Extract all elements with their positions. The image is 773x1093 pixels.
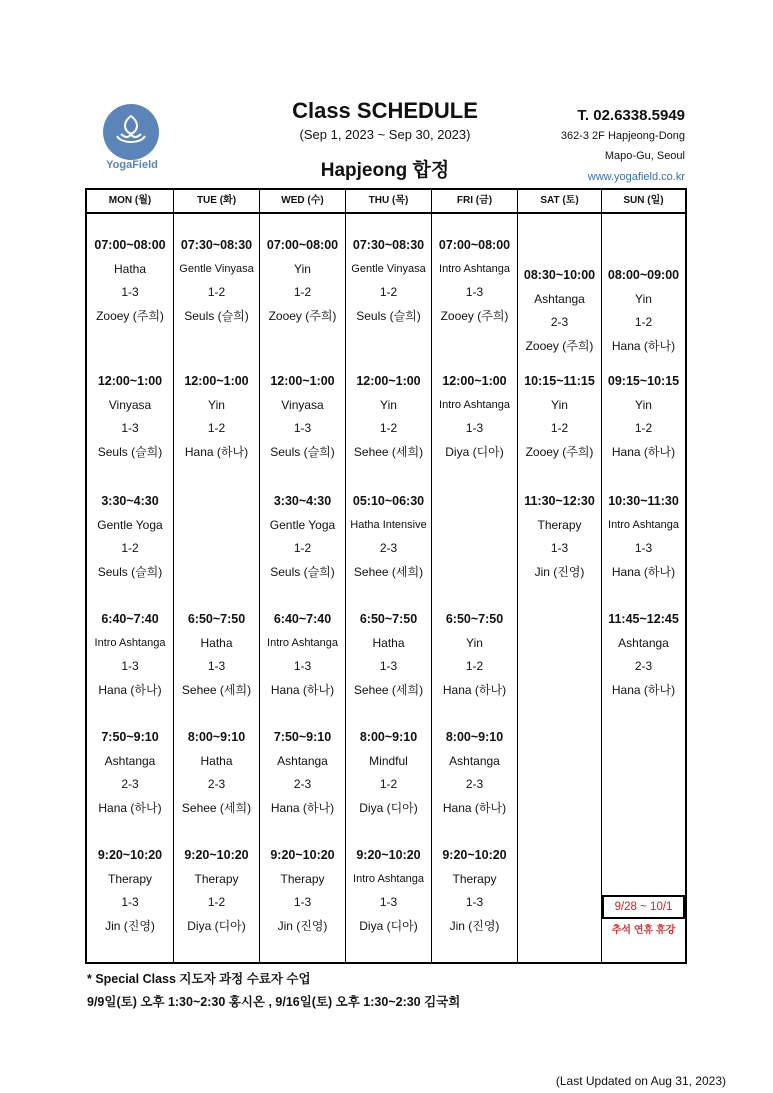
class-time: 6:40~7:40 bbox=[101, 612, 159, 626]
class-time: 08:30~10:00 bbox=[523, 268, 596, 282]
class-teacher: Sehee (세희) bbox=[353, 564, 424, 579]
class-teacher: Hana (하나) bbox=[98, 682, 162, 697]
class-teacher: Diya (디아) bbox=[359, 800, 418, 815]
class-teacher: Jin (진영) bbox=[449, 918, 500, 933]
class-time: 8:00~9:10 bbox=[187, 730, 246, 744]
class-teacher: Seuls (슬희) bbox=[270, 444, 335, 459]
class-class: Therapy bbox=[107, 871, 153, 886]
class-time: 6:50~7:50 bbox=[187, 612, 246, 626]
class-time: 07:30~08:30 bbox=[352, 238, 425, 252]
class-level: 1-3 bbox=[293, 421, 312, 435]
class-time: 10:30~11:30 bbox=[608, 494, 679, 508]
class-slot bbox=[174, 844, 259, 938]
class-level: 1-3 bbox=[465, 285, 484, 299]
class-class: Therapy bbox=[452, 871, 497, 886]
class-time: 9:20~10:20 bbox=[356, 848, 421, 862]
class-slot bbox=[260, 370, 345, 464]
class-slot bbox=[87, 844, 173, 938]
day-column bbox=[87, 190, 173, 962]
address-line-2: Mapo-Gu, Seoul bbox=[604, 150, 685, 162]
class-time: 8:00~9:10 bbox=[445, 730, 504, 744]
class-slot bbox=[87, 608, 173, 702]
class-class: Yin bbox=[551, 397, 568, 412]
class-slot bbox=[346, 490, 431, 584]
class-slot bbox=[602, 490, 685, 584]
special-class-dates: 9/9일(토) 오후 1:30~2:30 홍시온 , 9/16일(토) 오후 1:30~2:30 김국희 bbox=[87, 995, 461, 1009]
class-level: 1-3 bbox=[379, 895, 398, 909]
yogafield-logo bbox=[103, 104, 159, 160]
schedule-dates: (Sep 1, 2023 ~ Sep 30, 2023) bbox=[299, 127, 471, 142]
class-time: 9:20~10:20 bbox=[184, 848, 249, 862]
class-slot bbox=[346, 234, 431, 328]
class-slot bbox=[346, 608, 431, 702]
class-level: 1-3 bbox=[207, 659, 226, 673]
class-class: Therapy bbox=[537, 517, 582, 532]
class-level: 1-3 bbox=[550, 541, 569, 555]
day-column bbox=[431, 190, 517, 962]
class-time: 12:00~1:00 bbox=[97, 374, 163, 388]
class-class: Ashtanga bbox=[534, 291, 585, 306]
class-level: 1-2 bbox=[634, 421, 653, 435]
website-link[interactable]: www.yogafield.co.kr bbox=[587, 171, 685, 183]
class-class: Gentle Vinyasa bbox=[179, 262, 254, 275]
day-header: FRI (금) bbox=[432, 190, 517, 214]
class-level: 1-3 bbox=[121, 421, 139, 435]
class-level: 1-2 bbox=[207, 895, 226, 909]
class-level: 1-2 bbox=[379, 421, 398, 435]
class-slot bbox=[174, 234, 259, 328]
class-slot bbox=[518, 490, 601, 584]
class-level: 1-2 bbox=[293, 285, 312, 299]
class-level: 2-3 bbox=[293, 777, 312, 791]
class-time: 3:30~4:30 bbox=[273, 494, 332, 508]
class-time: 12:00~1:00 bbox=[270, 374, 335, 388]
class-time: 6:50~7:50 bbox=[359, 612, 418, 626]
class-class: Hatha bbox=[113, 261, 147, 276]
class-class: Mindful bbox=[369, 753, 408, 768]
class-class: Therapy bbox=[194, 871, 239, 886]
class-slot bbox=[518, 264, 601, 358]
last-updated: (Last Updated on Aug 31, 2023) bbox=[555, 1074, 726, 1088]
class-level: 1-3 bbox=[293, 659, 312, 673]
class-teacher: Hana (하나) bbox=[611, 338, 676, 353]
class-teacher: Diya (디아) bbox=[359, 918, 418, 933]
class-time: 11:30~12:30 bbox=[524, 494, 595, 508]
class-level: 1-3 bbox=[465, 895, 484, 909]
class-teacher: Sehee (세희) bbox=[353, 444, 424, 459]
class-class: Hatha bbox=[372, 635, 405, 650]
class-slot bbox=[346, 844, 431, 938]
class-teacher: Hana (하나) bbox=[270, 800, 335, 815]
class-class: Ashtanga bbox=[104, 753, 156, 768]
class-time: 07:00~08:00 bbox=[266, 238, 339, 252]
class-class: Gentle Yoga bbox=[269, 517, 336, 532]
day-header: TUE (화) bbox=[174, 190, 259, 214]
class-class: Intro Ashtanga bbox=[439, 262, 510, 275]
day-header: WED (수) bbox=[260, 190, 345, 214]
class-class: Yin bbox=[635, 291, 652, 306]
class-slot bbox=[432, 608, 517, 702]
class-time: 05:10~06:30 bbox=[352, 494, 425, 508]
class-class: Yin bbox=[208, 397, 225, 412]
class-level: 1-3 bbox=[634, 541, 653, 555]
class-level: 2-3 bbox=[465, 777, 484, 791]
day-column bbox=[259, 190, 345, 962]
class-class: Hatha bbox=[200, 753, 233, 768]
class-teacher: Zooey (주희) bbox=[525, 444, 594, 459]
class-level: 2-3 bbox=[379, 541, 398, 555]
day-header: SUN (일) bbox=[602, 190, 685, 214]
class-teacher: Hana (하나) bbox=[611, 444, 676, 459]
class-slot bbox=[260, 608, 345, 702]
class-teacher: Jin (진영) bbox=[277, 918, 328, 933]
class-teacher: Zooey (주희) bbox=[268, 308, 337, 323]
class-class: Vinyasa bbox=[108, 397, 152, 412]
class-time: 9:20~10:20 bbox=[442, 848, 507, 862]
class-slot bbox=[87, 490, 173, 584]
day-column bbox=[601, 190, 685, 962]
class-teacher: Sehee (세희) bbox=[353, 682, 424, 697]
class-level: 1-3 bbox=[121, 285, 139, 299]
class-teacher: Seuls (슬희) bbox=[184, 308, 249, 323]
class-level: 1-2 bbox=[207, 421, 226, 435]
day-column bbox=[173, 190, 259, 962]
class-teacher: Hana (하나) bbox=[98, 800, 162, 815]
class-teacher: Jin (진영) bbox=[534, 564, 585, 579]
branch-name: Hapjeong 합정 bbox=[320, 160, 450, 181]
class-slot bbox=[602, 608, 685, 702]
class-level: 1-3 bbox=[379, 659, 398, 673]
class-slot bbox=[602, 264, 685, 358]
class-time: 6:40~7:40 bbox=[273, 612, 332, 626]
class-teacher: Diya (디아) bbox=[445, 444, 504, 459]
class-slot bbox=[87, 726, 173, 820]
class-level: 1-3 bbox=[121, 659, 139, 673]
class-slot bbox=[432, 370, 517, 464]
class-slot bbox=[432, 726, 517, 820]
class-teacher: Jin (진영) bbox=[105, 918, 155, 933]
class-level: 2-3 bbox=[550, 315, 569, 329]
class-teacher: Hana (하나) bbox=[270, 682, 335, 697]
class-class: Intro Ashtanga bbox=[267, 636, 338, 649]
class-level: 1-3 bbox=[465, 421, 484, 435]
class-slot bbox=[174, 370, 259, 464]
class-level: 2-3 bbox=[121, 777, 139, 791]
class-teacher: Sehee (세희) bbox=[181, 800, 252, 815]
day-column bbox=[345, 190, 431, 962]
class-time: 9:20~10:20 bbox=[270, 848, 335, 862]
class-level: 1-2 bbox=[634, 315, 653, 329]
class-class: Yin bbox=[466, 635, 483, 650]
class-class: Gentle Vinyasa bbox=[351, 262, 426, 275]
day-header: THU (목) bbox=[346, 190, 431, 214]
class-class: Intro Ashtanga bbox=[94, 636, 166, 649]
class-class: Intro Ashtanga bbox=[353, 872, 424, 885]
address-line-1: 362-3 2F Hapjeong-Dong bbox=[560, 130, 685, 142]
class-time: 9:20~10:20 bbox=[97, 848, 163, 862]
class-level: 2-3 bbox=[207, 777, 226, 791]
class-time: 11:45~12:45 bbox=[608, 612, 679, 626]
class-teacher: Seuls (슬희) bbox=[97, 444, 163, 459]
class-time: 12:00~1:00 bbox=[356, 374, 421, 388]
class-teacher: Seuls (슬희) bbox=[97, 564, 163, 579]
class-class: Yin bbox=[294, 261, 311, 276]
class-time: 07:00~08:00 bbox=[438, 238, 511, 252]
class-level: 1-3 bbox=[121, 895, 139, 909]
class-time: 8:00~9:10 bbox=[359, 730, 418, 744]
page-title: Class SCHEDULE bbox=[292, 98, 478, 123]
class-level: 1-2 bbox=[207, 285, 226, 299]
class-slot bbox=[260, 234, 345, 328]
class-slot bbox=[432, 234, 517, 328]
special-class-title: * Special Class 지도자 과정 수료자 수업 bbox=[87, 972, 311, 986]
class-time: 12:00~1:00 bbox=[442, 374, 507, 388]
schedule-table bbox=[85, 188, 687, 964]
class-teacher: Zooey (주희) bbox=[96, 308, 164, 323]
class-slot bbox=[174, 726, 259, 820]
lotus-icon bbox=[103, 104, 159, 160]
class-slot bbox=[260, 726, 345, 820]
class-teacher: Zooey (주희) bbox=[525, 338, 594, 353]
class-slot bbox=[518, 370, 601, 464]
class-teacher: Sehee (세희) bbox=[181, 682, 252, 697]
class-teacher: Zooey (주희) bbox=[440, 308, 509, 323]
class-class: Ashtanga bbox=[277, 753, 328, 768]
holiday-note: 추석 연휴 휴강 bbox=[611, 925, 676, 936]
class-level: 1-2 bbox=[293, 541, 312, 555]
class-time: 12:00~1:00 bbox=[184, 374, 249, 388]
class-teacher: Hana (하나) bbox=[184, 444, 249, 459]
class-class: Therapy bbox=[280, 871, 325, 886]
class-class: Vinyasa bbox=[281, 397, 324, 412]
class-time: 07:00~08:00 bbox=[94, 238, 166, 252]
class-level: 1-2 bbox=[550, 421, 569, 435]
class-teacher: Hana (하나) bbox=[611, 564, 676, 579]
day-header: MON (월) bbox=[87, 190, 173, 214]
class-time: 10:15~11:15 bbox=[524, 374, 595, 388]
class-level: 2-3 bbox=[634, 659, 653, 673]
logo-text: YogaField bbox=[106, 159, 158, 171]
class-slot bbox=[260, 844, 345, 938]
class-teacher: Hana (하나) bbox=[442, 682, 507, 697]
class-level: 1-3 bbox=[293, 895, 312, 909]
class-level: 1-2 bbox=[379, 777, 398, 791]
class-time: 08:00~09:00 bbox=[607, 268, 680, 282]
class-class: Gentle Yoga bbox=[97, 517, 163, 532]
class-class: Intro Ashtanga bbox=[608, 518, 679, 531]
class-class: Yin bbox=[380, 397, 397, 412]
class-time: 3:30~4:30 bbox=[101, 494, 159, 508]
class-class: Hatha bbox=[200, 635, 233, 650]
class-level: 1-2 bbox=[465, 659, 484, 673]
class-slot bbox=[260, 490, 345, 584]
day-column bbox=[517, 190, 601, 962]
class-slot bbox=[432, 844, 517, 938]
class-level: 1-2 bbox=[379, 285, 398, 299]
class-time: 6:50~7:50 bbox=[445, 612, 504, 626]
class-teacher: Seuls (슬희) bbox=[356, 308, 421, 323]
phone-number: T. 02.6338.5949 bbox=[577, 107, 685, 124]
class-time: 09:15~10:15 bbox=[607, 374, 680, 388]
class-slot bbox=[602, 370, 685, 464]
class-slot bbox=[346, 726, 431, 820]
class-slot bbox=[87, 234, 173, 328]
class-slot bbox=[174, 608, 259, 702]
class-class: Hatha Intensive bbox=[350, 518, 427, 531]
day-header: SAT (토) bbox=[518, 190, 601, 214]
class-time: 7:50~9:10 bbox=[101, 730, 159, 744]
class-time: 07:30~08:30 bbox=[180, 238, 253, 252]
class-class: Ashtanga bbox=[449, 753, 500, 768]
holiday-range: 9/28 ~ 10/1 bbox=[602, 895, 685, 919]
class-teacher: Diya (디아) bbox=[187, 918, 246, 933]
class-teacher: Hana (하나) bbox=[611, 682, 676, 697]
class-slot bbox=[87, 370, 173, 464]
class-teacher: Seuls (슬희) bbox=[270, 564, 335, 579]
class-class: Intro Ashtanga bbox=[439, 398, 510, 411]
class-time: 7:50~9:10 bbox=[273, 730, 332, 744]
class-teacher: Hana (하나) bbox=[442, 800, 507, 815]
class-class: Ashtanga bbox=[618, 635, 669, 650]
class-slot bbox=[346, 370, 431, 464]
class-level: 1-2 bbox=[121, 541, 139, 555]
class-class: Yin bbox=[635, 397, 652, 412]
